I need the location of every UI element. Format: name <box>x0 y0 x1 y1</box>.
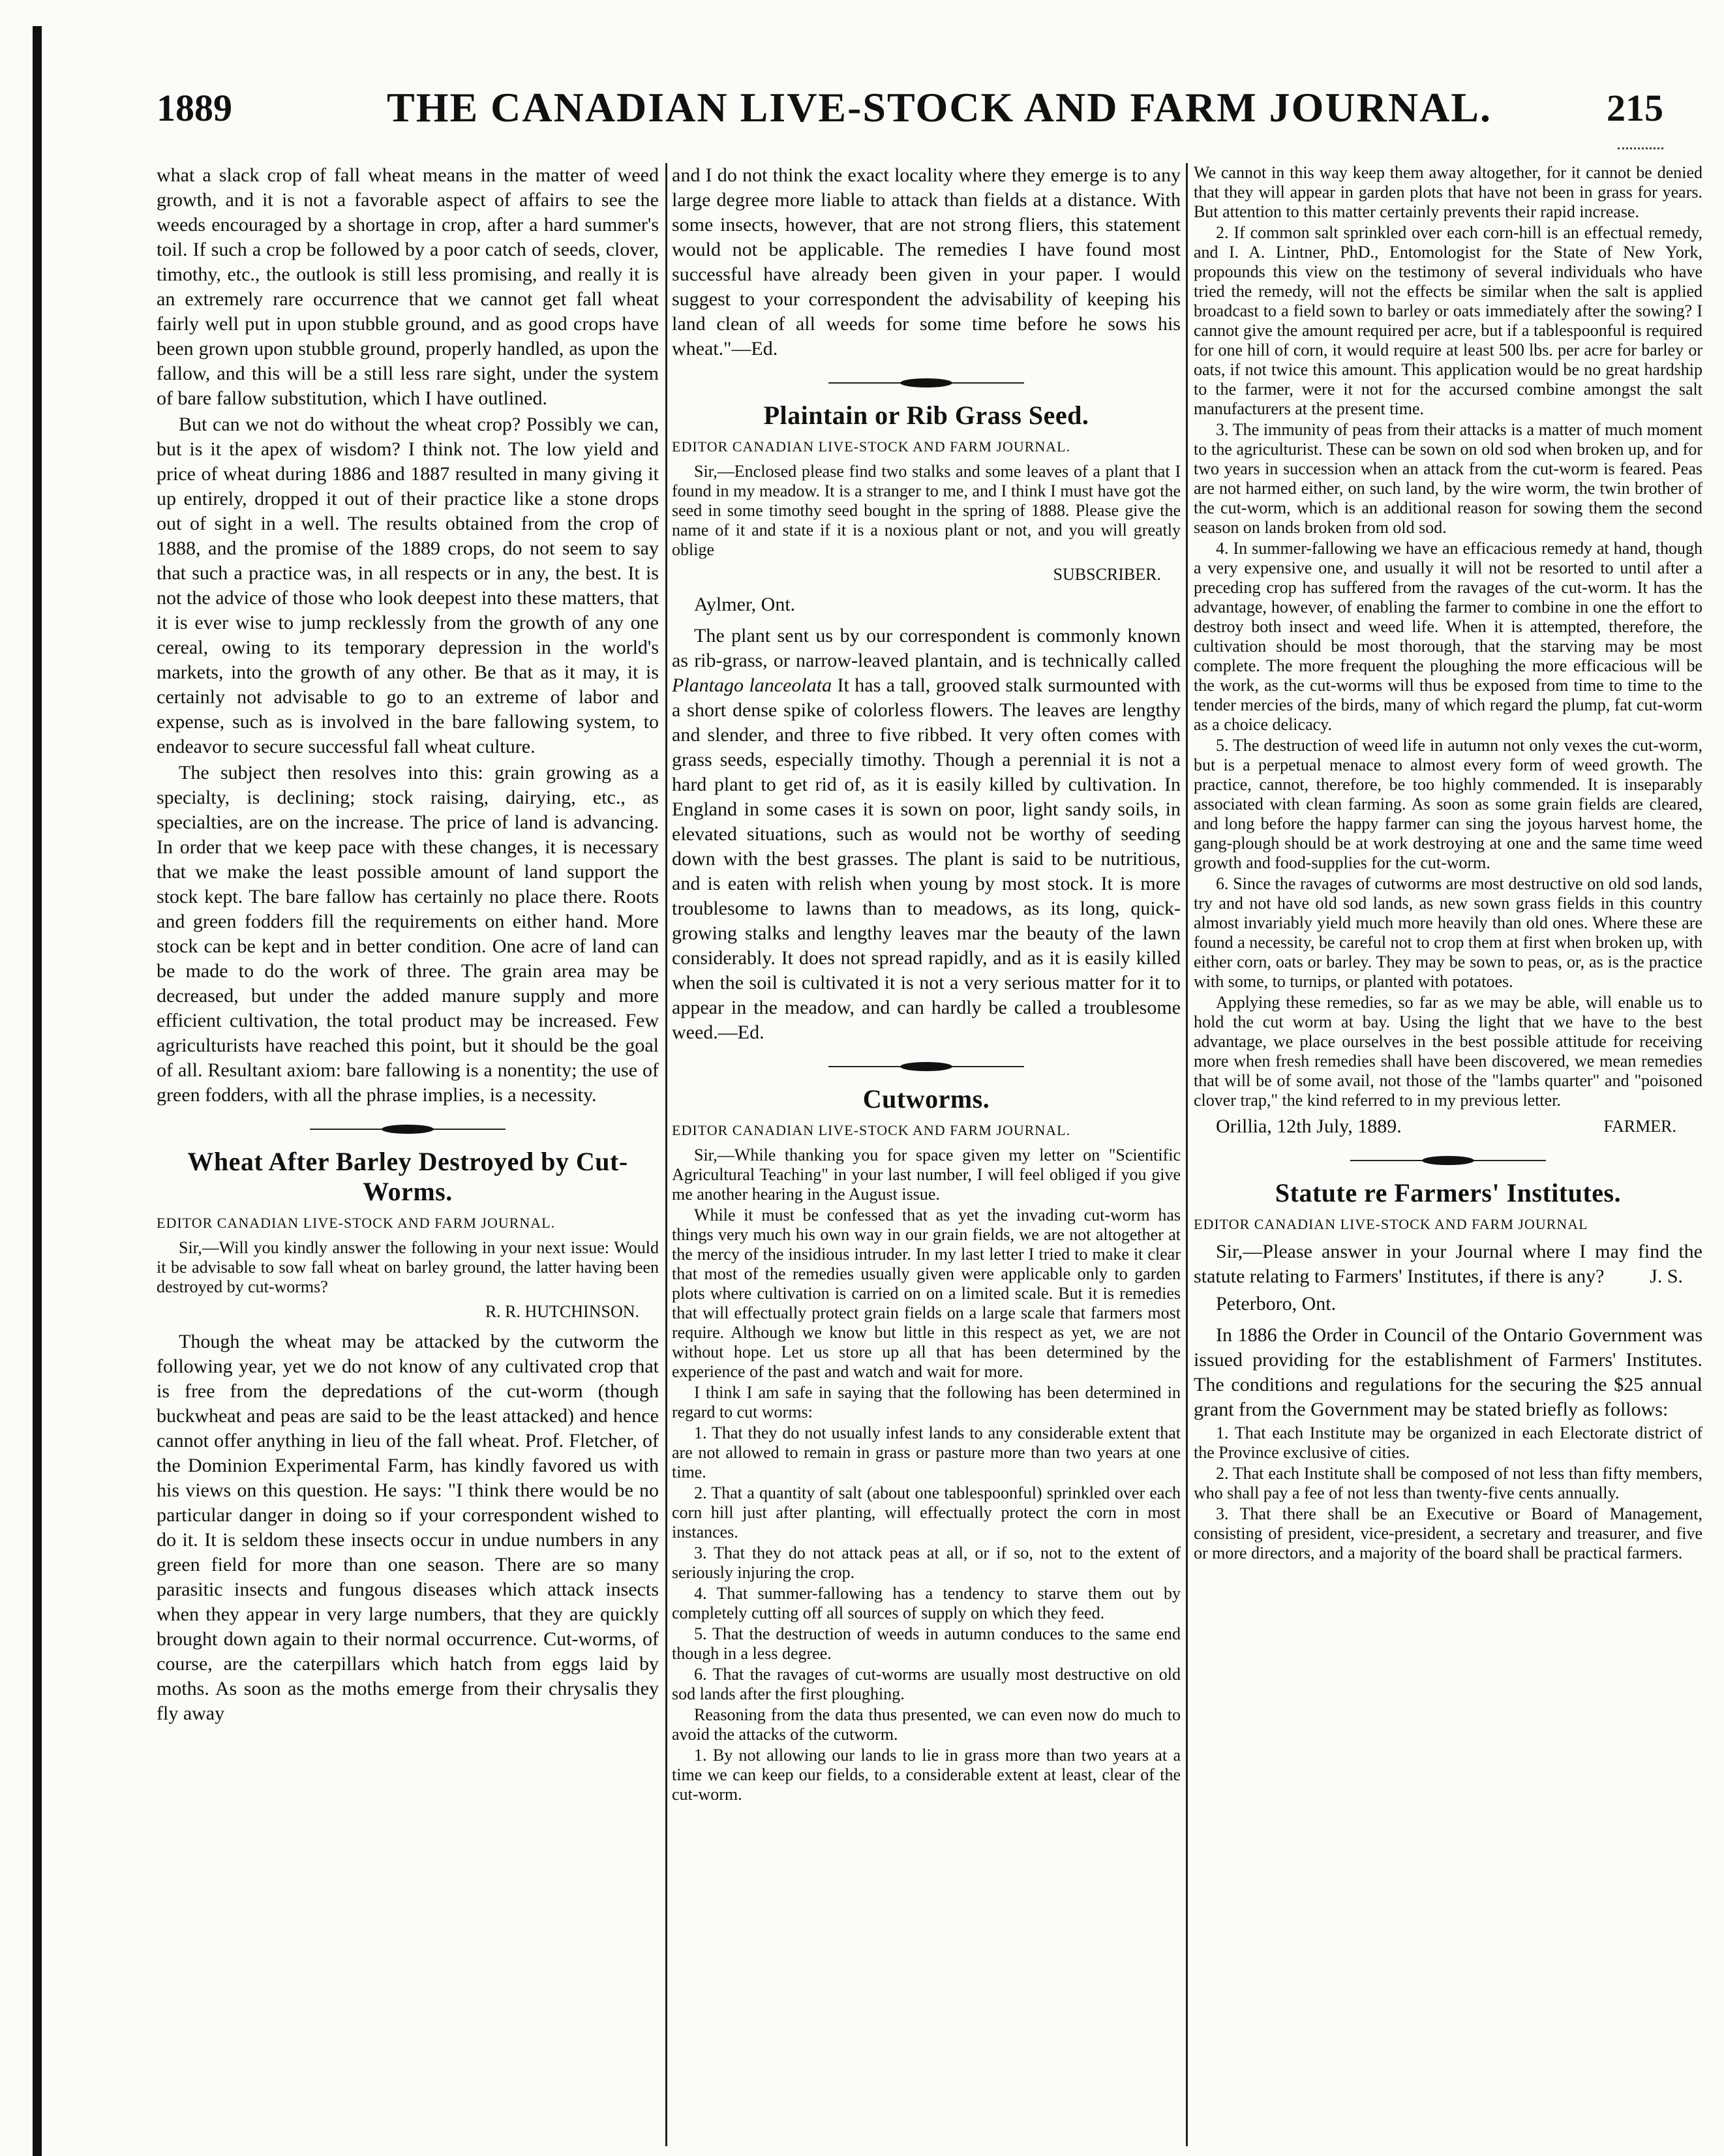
letter-signer: R. R. HUTCHINSON. <box>485 1302 639 1321</box>
editor-reply: Though the wheat may be attacked by the cutworm the following year, yet we do not know of any cultivated crop that is free from the depredations of the cut-worm (though buckwheat and peas are said to be the least attacked) and hence cannot offer anything in lieu of the fall wheat. Prof. Fletcher, of the Dominion Experimental Farm, has kindly favored us with his views on this question. He says: "I think there would be no particular danger in doing so if your correspondent wished to do it. It is seldom these insects occur in undue numbers in any green field for more than one season. There are so many parasitic insects and fungous diseases which attack insects when they appear in very large numbers, that they are quickly brought down again to their normal occurrence. Cut-worms, of course, are the caterpillars which hatch from eggs laid by moths. As soon as the moths emerge from their chrysalis they fly away <box>157 1331 659 1724</box>
article-heading: Statute re Farmers' Institutes. <box>1275 1178 1622 1207</box>
article-paragraph: I think I am safe in saying that the following has been determined in regard to cut worms: <box>672 1383 1181 1421</box>
masthead <box>157 78 1663 150</box>
list-item: 4. That summer-fallowing has a tendency to starve them out by completely cutting off all sources of supply on which they feed. <box>672 1584 1181 1622</box>
list-item: 4. In summer-fallowing we have an efficacious remedy at hand, though a very expensive one, and usually it will not be resorted to until after a preceding crop has suffered from the ravages of the cut-worm. It has the advantage, however, of enabling the farmer to combine in one the effort to destroy both insect and weed life. When it is attempted, therefore, the cultivation should be most thorough, that the starving may be most complete. The more frequent the ploughing the more efficacious will be the work, as the cut-worms will thus be exposed from time to time to the tender mercies of the birds, many of which regard the plump, fat cut-worm as a choice delicacy. <box>1194 539 1702 734</box>
column-3 <box>1194 163 1702 2140</box>
article-heading: Cutworms. <box>862 1084 990 1114</box>
reply-text: The plant sent us by our correspondent is commonly known as rib-grass, or narrow-leaved plantain, and is technically called <box>672 625 1181 671</box>
article-paragraph: Sir,—While thanking you for space given my letter on "Scientific Agricultural Teaching" in your last number, I will feel obliged if you give me another hearing in the August issue. <box>672 1146 1181 1204</box>
masthead-title: THE CANADIAN LIVE-STOCK AND FARM JOURNAL. <box>387 84 1492 130</box>
article-paragraph: Reasoning from the data thus presented, we can even now do much to avoid the attacks of the cutworm. <box>672 1705 1181 1744</box>
list-item: 3. The immunity of peas from their attacks is a matter of much moment to the agriculturist. These can be sown on old sod when broken up, and for two years in succession when an attack from the cut-worm is feared. Peas are not harmed either, on such land, by the wire worm, the twin brother of the cut-worm, which is an additional reason for sowing them the second season on lands broken from old sod. <box>1194 420 1702 537</box>
list-item: 2. If common salt sprinkled over each corn-hill is an effectual remedy, and I. A. Lintner, PhD., Entomologist for the State of New York, propounds this view on the testimony of several individuals who have tried the remedy, will not the effects be similar when the salt is applied broadcast to a field sown to barley or oats immediately after the sowing? I cannot give the amount required per acre, but if a tablespoonful is required for one hill of corn, it would require at least 500 lbs. per acre for barley or oats, if not twice this amount. This application would be no great hardship to the farmer, were it not for the accursed combine amongst the salt manufacturers at the present time. <box>1194 223 1702 418</box>
masthead-year: 1889 <box>157 87 232 129</box>
article-heading: Wheat After Barley Destroyed by Cut-Worms. <box>187 1147 628 1206</box>
article-paragraph: what a slack crop of fall wheat means in the matter of weed growth, and it is not a favorable aspect of affairs to see the weeds encouraged by a shortage in crop, after a hard summer's toil. If such a crop be followed by a poor catch of seeds, clover, timothy, etc., the outlook is still less promising, and really it is an extremely rare occurrence that we cannot get fall wheat fairly well put in upon stubble ground, and as good crops have been grown upon stubble ground, properly handled, as upon the fallow, and this will be a still less rare sight, under the system of bare fallow substitution, which I have outlined. <box>157 164 659 409</box>
article-paragraph: Applying these remedies, so far as we may be able, will enable us to hold the cut worm at bay. Using the light that we have to the best advantage, we place ourselves in the best possible attitude for receiving more when fresh remedies shall have been discovered, we mean remedies that will be of some avail, not those of the "lambs quarter" and "poisoned clover trap," the kind referred to in my previous letter. <box>1194 993 1702 1110</box>
botanical-name: Plantago lanceolata <box>672 675 832 696</box>
editor-line: EDITOR CANADIAN LIVE-STOCK AND FARM JOURNAL <box>1194 1216 1588 1232</box>
signoff-name: FARMER. <box>1603 1117 1676 1136</box>
editor-reply: In 1886 the Order in Council of the Ontario Government was issued providing for the establishment of Farmers' Institutes. The conditions and regulations for the securing the $25 annual grant from the Government may be stated briefly as follows: <box>1194 1324 1702 1420</box>
editor-reply <box>672 624 1181 1045</box>
list-item: 2. That each Institute shall be composed of not less than fifty members, who shall pay a fee of not less than twenty-five cents annually. <box>1194 1464 1702 1502</box>
article-paragraph: While it must be confessed that as yet the invading cut-worm has things very much his own way in our grain fields, we are not altogether at the mercy of the insidious intruder. In my last letter I tried to make it clear that most of the remedies usually given were applicable only to garden plots where cultivation is carried on on a limited scale. But it is remedies that will effectually protect grain fields on a large scale that farmers most require. Although we know but little in this respect as yet, we are not without hope. Let us store up all that has been determined by the experience of the past and watch and wait for more. <box>672 1206 1181 1381</box>
article-paragraph: The subject then resolves into this: grain growing as a specialty, is declining; stock raising, dairying, etc., as specialties, are on the increase. The price of land is advancing. In order that we keep pace with these changes, it is necessary that we make the least possible amount of land support the stock kept. The bare fallow has certainly no place there. Roots and green fodders fill the requirements on either hand. More stock can be kept and in better condition. One acre of land can be made to do the work of three. The grain area may be decreased, but under the added manure supply and more efficient cultivation, the total product may be increased. Few agriculturists have reached this point, but it should be the goal of all. Resultant axiom: bare fallowing is a nonentity; the use of green fodders, with all the phrase implies, is a necessity. <box>157 762 659 1106</box>
page-edge-rule <box>33 26 42 2156</box>
editor-line: EDITOR CANADIAN LIVE-STOCK AND FARM JOURNAL. <box>672 1122 1071 1138</box>
letter-initials: J. S. <box>1650 1266 1683 1287</box>
article-heading: Plaintain or Rib Grass Seed. <box>763 401 1089 430</box>
list-item: 5. That the destruction of weeds in autumn conduces to the same end though in a less degree. <box>672 1624 1181 1663</box>
article-paragraph: and I do not think the exact locality where they emerge is to any large degree more liable to attack than fields at a distance. With some insects, however, that are not strong fliers, this statement would not be applicable. The remedies I have found most successful have already been given in your paper. I would suggest to your correspondent the advisability of keeping his land clean of all weeds for some time before he sows his wheat."—Ed. <box>672 164 1181 359</box>
list-item: 1. That they do not usually infest lands to any considerable extent that are not allowed to remain in grass or pasture more than two years at one time. <box>672 1423 1181 1481</box>
section-divider <box>828 1061 1024 1072</box>
list-item: 6. Since the ravages of cutworms are most destructive on old sod lands, try and not have old sod lands, as new sown grass fields in this country almost invariably yield much more heavily than old ones. Where these are found a necessity, be careful not to crop them at first when broken up, with either corn, oats or barley. They may be sown to peas, or, as is the practice with some, to turnips, or planted with potatoes. <box>1194 874 1702 991</box>
list-item: 1. That each Institute may be organized in each Electorate district of the Province exclusive of cities. <box>1194 1423 1702 1462</box>
letter-signoff <box>1216 1114 1676 1139</box>
section-divider <box>310 1123 506 1135</box>
reply-text: It has a tall, grooved stalk surmounted with a short dense spike of colorless flowers. The leaves are lengthy and slender, and three to five ribbed. It very often comes with grass seeds, especially timothy. Though a perennial it is not a hard plant to get rid of, as it is easily killed by cultivation. In England in some cases it is sown on poor, light sandy soils, in elevated situations, such as would not be worthy of seeding down with the best grasses. The plant is said to be nutritious, and is eaten with relish when young by most stock. It is more troublesome to lawns than to meadows, as its long, quick-growing stalks and lengthy leaves mar the beauty of the lawn considerably. It does not spread rapidly, and as it is easily killed when the soil is cultivated it is not a very serious matter for it to appear in the meadow, and can hardly be called a troublesome weed.—Ed. <box>672 675 1181 1043</box>
editor-line: EDITOR CANADIAN LIVE-STOCK AND FARM JOURNAL. <box>157 1215 556 1231</box>
section-divider <box>1350 1155 1546 1166</box>
article-paragraph: We cannot in this way keep them away altogether, for it cannot be denied that they will appear in garden plots that have not been in grass for years. But attention to this matter certainly prevents their rapid increase. <box>1194 163 1702 221</box>
letter-text <box>1194 1239 1702 1289</box>
list-item: 3. That there shall be an Executive or Board of Management, consisting of president, vice-president, a secretary and treasurer, and five or more directors, and a majority of the board shall be practical farmers. <box>1194 1504 1702 1562</box>
list-item: 6. That the ravages of cut-worms are usually most destructive on old sod lands after the first ploughing. <box>672 1665 1181 1703</box>
section-divider <box>828 377 1024 389</box>
column-2 <box>672 163 1181 2140</box>
letter-signer: SUBSCRIBER. <box>1053 565 1161 584</box>
letter-text: Sir,—Enclosed please find two stalks and some leaves of a plant that I found in my meadow. It is a stranger to me, and I think I must have got the seed in some timothy seed bought in the spring of 1888. Please give the name of it and state if it is a noxious plant or not, and you will greatly oblige <box>672 462 1181 559</box>
article-paragraph: But can we not do without the wheat crop? Possibly we can, but is it the apex of wisdom? I think not. The low yield and price of wheat during 1886 and 1887 resulted in many giving it up entirely, dropped it out of their practice like a stone drops out of sight in a well. The results obtained from the crop of 1888, and the promise of the 1889 crops, do not seem to say that such a practice was, in all respects or in any, the best. It is not the advice of those who look deepest into these matters, that it is ever wise to jump recklessly from the growth of any one cereal, owing to its temporary depression in the world's markets, into the growth of any other. Be that as it may, it is certainly not advisable to go to an extreme of labor and expense, such as is involved in the bare fallowing system, to endeavor to secure successful fall wheat culture. <box>157 414 659 757</box>
letter-text: Sir,—Will you kindly answer the following in your next issue: Would it be advisable to sow fall wheat on barley ground, the latter having been destroyed by cut-worms? <box>157 1238 659 1296</box>
signoff-place: Orillia, 12th July, 1889. <box>1216 1116 1402 1137</box>
list-item: 3. That they do not attack peas at all, or if so, not to the extent of seriously injuring the crop. <box>672 1543 1181 1582</box>
letter-place: Peterboro, Ont. <box>1216 1293 1337 1314</box>
column-rule-1 <box>665 163 667 2146</box>
masthead-rule <box>1618 147 1663 149</box>
column-1 <box>157 163 659 2140</box>
editor-line: EDITOR CANADIAN LIVE-STOCK AND FARM JOURNAL. <box>672 438 1071 455</box>
list-item: 2. That a quantity of salt (about one tablespoonful) sprinkled over each corn hill just after planting, will effectually protect the corn in most instances. <box>672 1483 1181 1541</box>
letter-body: Sir,—Please answer in your Journal where I may find the statute relating to Farmers' Institutes, if there is any? <box>1194 1241 1702 1287</box>
list-item: 5. The destruction of weed life in autumn not only vexes the cut-worm, but is a perpetual menace to almost every form of weed growth. The practice, cannot, therefore, be too highly commended. It is inseparably associated with clean farming. As soon as some grain fields are cleared, and long before the happy farmer can sing the joyous harvest home, the gang-plough should be at work destroying at one and the same time weed growth and food-supplies for the cut-worm. <box>1194 736 1702 872</box>
list-item: 1. By not allowing our lands to lie in grass more than two years at a time we can keep our fields, to a considerable extent at least, clear of the cut-worm. <box>672 1746 1181 1804</box>
page-number: 215 <box>1607 87 1663 129</box>
column-rule-2 <box>1186 163 1188 2146</box>
letter-place: Aylmer, Ont. <box>694 594 796 615</box>
